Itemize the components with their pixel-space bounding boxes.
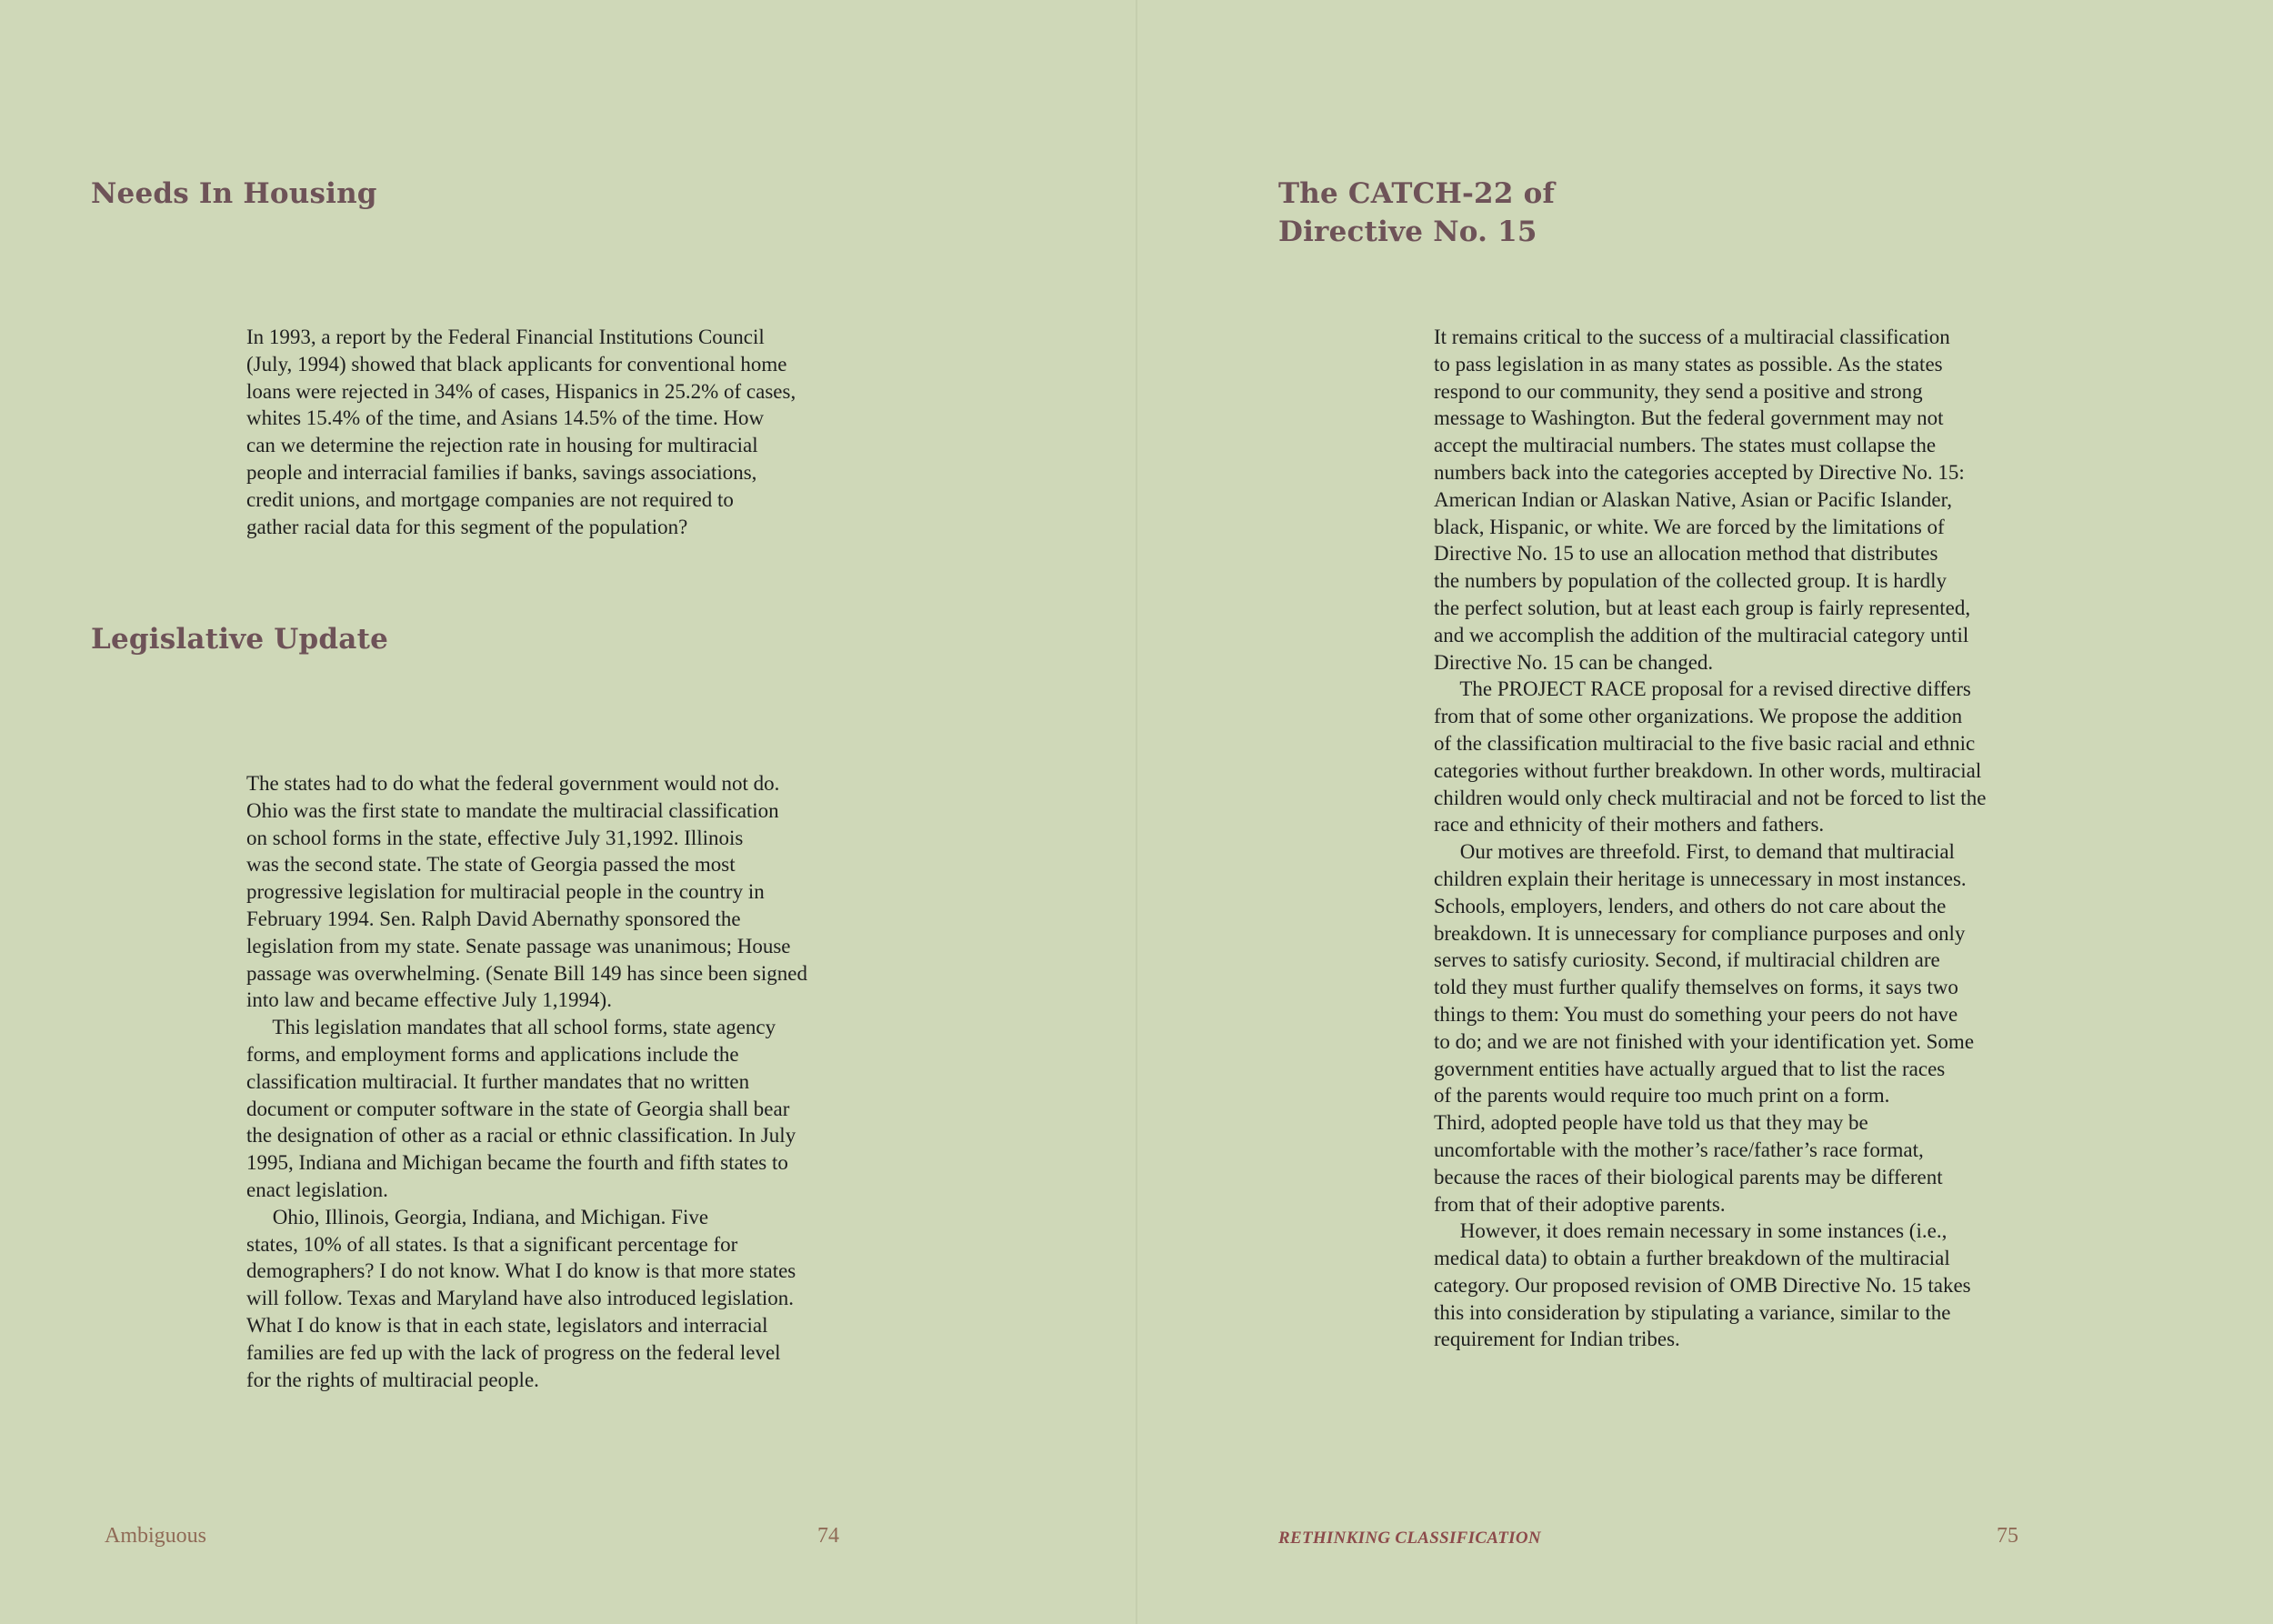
text-line: to pass legislation in as many states as possible. As the states xyxy=(1434,352,1943,376)
text-line: enact legislation. xyxy=(246,1178,388,1201)
text-line: race and ethnicity of their mothers and fathers. xyxy=(1434,813,1825,837)
text-line: of the parents would require too much print on a form. xyxy=(1434,1084,1890,1108)
text-line: gather racial data for this segment of the population? xyxy=(246,515,688,538)
text-line: government entities have actually argued that to list the races xyxy=(1434,1057,1946,1080)
text-line: can we determine the rejection rate in housing for multiracial xyxy=(246,434,758,457)
text-line: What I do know is that in each state, legislators and interracial xyxy=(246,1313,768,1337)
text-line: passage was overwhelming. (Senate Bill 149 has since been signed xyxy=(246,961,808,985)
text-line: the perfect solution, but at least each group is fairly represented, xyxy=(1434,596,1971,619)
text-line: American Indian or Alaskan Native, Asian or Pacific Islander, xyxy=(1434,487,1953,511)
page-number-left: 74 xyxy=(817,1524,839,1548)
housing-paragraph xyxy=(246,324,796,540)
text-line: families are fed up with the lack of progress on the federal level xyxy=(246,1340,781,1364)
page-number-right: 75 xyxy=(1997,1524,2018,1548)
text-line: on school forms in the state, effective July 31,1992. Illinois xyxy=(246,826,744,849)
text-line: told they must further qualify themselves on forms, it says two xyxy=(1434,976,1958,999)
legislative-update-text xyxy=(246,770,807,1393)
text-line: loans were rejected in 34% of cases, Hispanics in 25.2% of cases, xyxy=(246,379,796,403)
text-line: February 1994. Sen. Ralph David Abernathy sponsored the xyxy=(246,907,741,930)
text-line: categories without further breakdown. In other words, multiracial xyxy=(1434,758,1982,782)
heading-catch-22 xyxy=(1278,175,1555,251)
text-line: will follow. Texas and Maryland have also introduced legislation. xyxy=(246,1287,794,1310)
text-line: The states had to do what the federal government would not do. xyxy=(246,772,780,795)
text-line: Third, adopted people have told us that they may be xyxy=(1434,1111,1868,1135)
text-line: from that of their adoptive parents. xyxy=(1434,1192,1726,1216)
heading-line-2: Directive No. 15 xyxy=(1278,216,1537,248)
page-gutter xyxy=(1136,0,1137,1624)
text-line: accept the multiracial numbers. The states must collapse the xyxy=(1434,434,1937,457)
footer-book-title: Ambiguous xyxy=(105,1524,207,1548)
text-line: states, 10% of all states. Is that a significant percentage for xyxy=(246,1232,738,1256)
text-line: respond to our community, they send a positive and strong xyxy=(1434,379,1923,403)
text-line: serves to satisfy curiosity. Second, if multiracial children are xyxy=(1434,948,1940,972)
text-line: The PROJECT RACE proposal for a revised directive differs xyxy=(1434,677,1971,701)
text-line: breakdown. It is unnecessary for compliance purposes and only xyxy=(1434,921,1966,945)
text-line: and we accomplish the addition of the multiracial category until xyxy=(1434,623,1969,647)
text-line: requirement for Indian tribes. xyxy=(1434,1328,1680,1351)
text-line: black, Hispanic, or white. We are forced by the limitations of xyxy=(1434,515,1945,538)
text-line: Directive No. 15 to use an allocation method that distributes xyxy=(1434,542,1938,566)
text-line: category. Our proposed revision of OMB Directive No. 15 takes xyxy=(1434,1273,1971,1297)
text-line: of the classification multiracial to the five basic racial and ethnic xyxy=(1434,731,1976,755)
text-line: legislation from my state. Senate passage was unanimous; House xyxy=(246,934,791,957)
text-line: demographers? I do not know. What I do know is that more states xyxy=(246,1259,796,1283)
text-line: Ohio was the first state to mandate the multiracial classification xyxy=(246,798,779,822)
text-line: children would only check multiracial and not be forced to list the xyxy=(1434,786,1987,809)
text-line: children explain their heritage is unnecessary in most instances. xyxy=(1434,867,1967,890)
text-line: to do; and we are not finished with your identification yet. Some xyxy=(1434,1029,1975,1053)
text-line: Directive No. 15 can be changed. xyxy=(1434,650,1714,674)
text-line: (July, 1994) showed that black applicants for conventional home xyxy=(246,352,787,376)
text-line: document or computer software in the state of Georgia shall bear xyxy=(246,1097,790,1120)
text-line: It remains critical to the success of a multiracial classification xyxy=(1434,326,1950,348)
text-line: from that of some other organizations. We propose the addition xyxy=(1434,705,1963,728)
text-line: classification multiracial. It further mandates that no written xyxy=(246,1069,750,1093)
text-line: the numbers by population of the collected group. It is hardly xyxy=(1434,569,1948,593)
heading-line-1: The CATCH-22 of xyxy=(1278,177,1555,210)
catch-22-text xyxy=(1434,324,1986,1353)
text-line: forms, and employment forms and applications include the xyxy=(246,1042,739,1066)
text-line: for the rights of multiracial people. xyxy=(246,1368,539,1391)
text-line: progressive legislation for multiracial people in the country in xyxy=(246,880,765,904)
footer-section-title: RETHINKING CLASSIFICATION xyxy=(1278,1529,1541,1548)
text-line: medical data) to obtain a further breakdown of the multiracial xyxy=(1434,1247,1950,1270)
text-line: whites 15.4% of the time, and Asians 14.5% of the time. How xyxy=(246,406,765,430)
text-line: This legislation mandates that all school forms, state agency xyxy=(246,1016,776,1039)
text-line: the designation of other as a racial or ethnic classification. In July xyxy=(246,1124,796,1148)
text-line: things to them: You must do something your peers do not have xyxy=(1434,1002,1958,1026)
text-line: However, it does remain necessary in some instances (i.e., xyxy=(1434,1219,1948,1243)
text-line: Ohio, Illinois, Georgia, Indiana, and Michigan. Five xyxy=(246,1205,709,1228)
text-line: message to Washington. But the federal government may not xyxy=(1434,406,1944,430)
text-line: Schools, employers, lenders, and others do not care about the xyxy=(1434,894,1947,917)
text-line: because the races of their biological parents may be different xyxy=(1434,1165,1943,1188)
text-line: into law and became effective July 1,1994). xyxy=(246,988,612,1012)
heading-needs-in-housing: Needs In Housing xyxy=(91,177,377,210)
text-line: In 1993, a report by the Federal Financial Institutions Council xyxy=(246,326,765,348)
text-line: 1995, Indiana and Michigan became the fourth and fifth states to xyxy=(246,1151,788,1175)
text-line: uncomfortable with the mother’s race/father’s race format, xyxy=(1434,1138,1924,1161)
text-line: numbers back into the categories accepted by Directive No. 15: xyxy=(1434,460,1965,484)
text-line: credit unions, and mortgage companies are not required to xyxy=(246,487,734,511)
heading-legislative-update: Legislative Update xyxy=(91,623,389,656)
text-line: this into consideration by stipulating a variance, similar to the xyxy=(1434,1300,1951,1324)
text-line: Our motives are threefold. First, to demand that multiracial xyxy=(1434,840,1955,864)
text-line: people and interracial families if banks, savings associations, xyxy=(246,460,757,484)
text-line: was the second state. The state of Georgia passed the most xyxy=(246,853,736,877)
